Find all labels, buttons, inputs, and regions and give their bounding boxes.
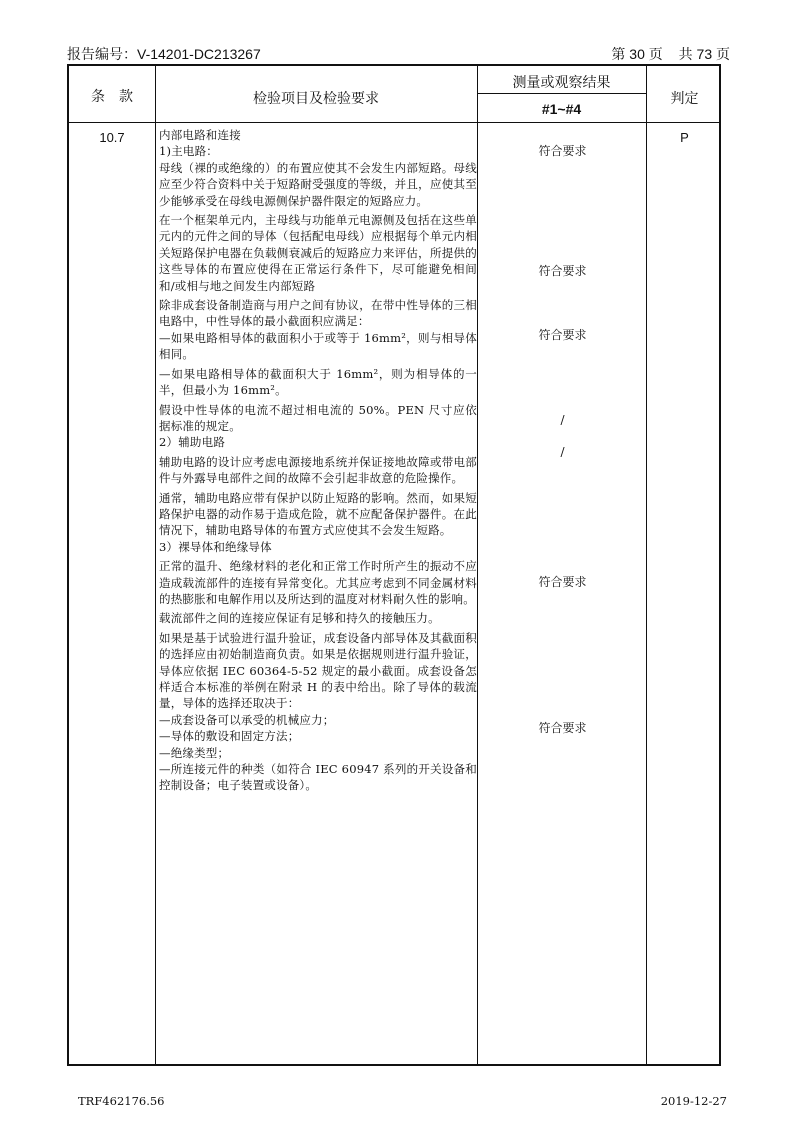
- requirement-item: —成套设备可以承受的机械应力；: [159, 712, 335, 727]
- requirement-paragraph: 假设中性导体的电流不超过相电流的 50%。PEN 尺寸应依据标准的规定。: [159, 402, 477, 433]
- column-divider: [155, 66, 156, 1064]
- result-entry: 符合要求: [538, 328, 587, 342]
- requirement-paragraph: 在一个框架单元内，主母线与功能单元电源侧及包括在这些单元内的元件之间的导体（包括配电母线）应根据每个单元内相关短路保护电器在负载侧衰减后的短路应力来评估，所提供的这些导体的布置应使得在正常运行条件下，尽可能避免相间和/或相与地之间发生内部短路: [159, 213, 477, 293]
- header-samples: #1~#4: [541, 101, 582, 117]
- subsection-heading: 1)主电路：: [159, 144, 219, 159]
- section-title: 内部电路和连接: [159, 128, 241, 142]
- requirement-item: —如果电路相导体的截面积大于 16mm²，则为相导体的一半，但最小为 16mm²。: [159, 366, 477, 398]
- header-subdivider: [477, 93, 646, 94]
- page-indicator: [599, 44, 730, 64]
- result-entry: /: [560, 445, 565, 459]
- header-result-group: 测量或观察结果: [512, 74, 611, 90]
- report-number: 报告编号：V-14201-DC213267: [67, 46, 261, 62]
- result-entry: /: [560, 413, 565, 427]
- requirement-text: [159, 127, 477, 794]
- result-entry: 符合要求: [538, 264, 587, 278]
- requirement-paragraph: 载流部件之间的连接应保证有足够和持久的接触压力。: [159, 611, 440, 626]
- result-entry: 符合要求: [538, 144, 587, 158]
- page-current: 第 30 页: [611, 46, 663, 62]
- form-number: TRF462176.56: [78, 1094, 165, 1108]
- inspection-table: [67, 64, 721, 1066]
- result-entry: 符合要求: [538, 575, 587, 589]
- verdict-value: P: [680, 130, 689, 145]
- requirement-paragraph: 辅助电路的设计应考虑电源接地系统并保证接地故障或带电部件与外露导电部件之间的故障不会引起非故意的危险操作。: [159, 454, 477, 486]
- result-entry: 符合要求: [538, 721, 587, 735]
- requirement-paragraph: 通常，辅助电路应带有保护以防止短路的影响。然而，如果短路保护电器的动作易于造成危险，就不应配备保护器件。在此情况下，辅助电路导体的布置方式应使其不会发生短路。: [159, 490, 477, 538]
- header-clause: 条 款: [91, 88, 133, 104]
- requirement-paragraph: 正常的温升、绝缘材料的老化和正常工作时所产生的振动不应造成载流部件的连接有异常变化。尤其应考虑到不同金属材料的热膨胀和电解作用以及所达到的温度对材料耐久性的影响。: [159, 559, 477, 606]
- column-divider: [477, 66, 478, 1064]
- subsection-heading: 2）辅助电路: [159, 435, 226, 450]
- header-bottom-line: [69, 122, 719, 123]
- clause-number: 10.7: [99, 130, 125, 145]
- header-verdict: 判定: [670, 90, 699, 106]
- column-divider: [646, 66, 647, 1064]
- header-item: 检验项目及检验要求: [253, 90, 379, 106]
- requirement-item: —如果电路相导体的截面积小于或等于 16mm²，则与相导体相同。: [159, 330, 477, 362]
- requirement-item: —绝缘类型；: [159, 745, 230, 760]
- requirement-paragraph: 除非成套设备制造商与用户之间有协议，在带中性导体的三相电路中，中性导体的最小截面积应满足：: [159, 298, 477, 329]
- subsection-heading: 3）裸导体和绝缘导体: [159, 539, 272, 554]
- page-total: 共 73 页: [678, 46, 730, 62]
- requirement-item: —导体的敷设和固定方法；: [159, 729, 300, 744]
- requirement-paragraph: 如果是基于试验进行温升验证，成套设备内部导体及其截面积的选择应由初始制造商负责。如果是依据规则进行温升验证，导体应依据 IEC 60364-5-52 规定的最小截面。成套设备怎样适合本标准的举例在附录 H 的表中给出。除了导体的载流量，导体的选择还取决于：: [159, 630, 477, 711]
- requirement-paragraph: 母线（裸的或绝缘的）的布置应使其不会发生内部短路。母线应至少符合资料中关于短路耐受强度的等级，并且，应使其至少能够承受在母线电源侧保护器件限定的短路应力。: [159, 160, 477, 208]
- issue-date: 2019-12-27: [660, 1094, 727, 1108]
- requirement-item: —所连接元件的种类（如符合 IEC 60947 系列的开关设备和控制设备；电子装置或设备）。: [159, 762, 477, 793]
